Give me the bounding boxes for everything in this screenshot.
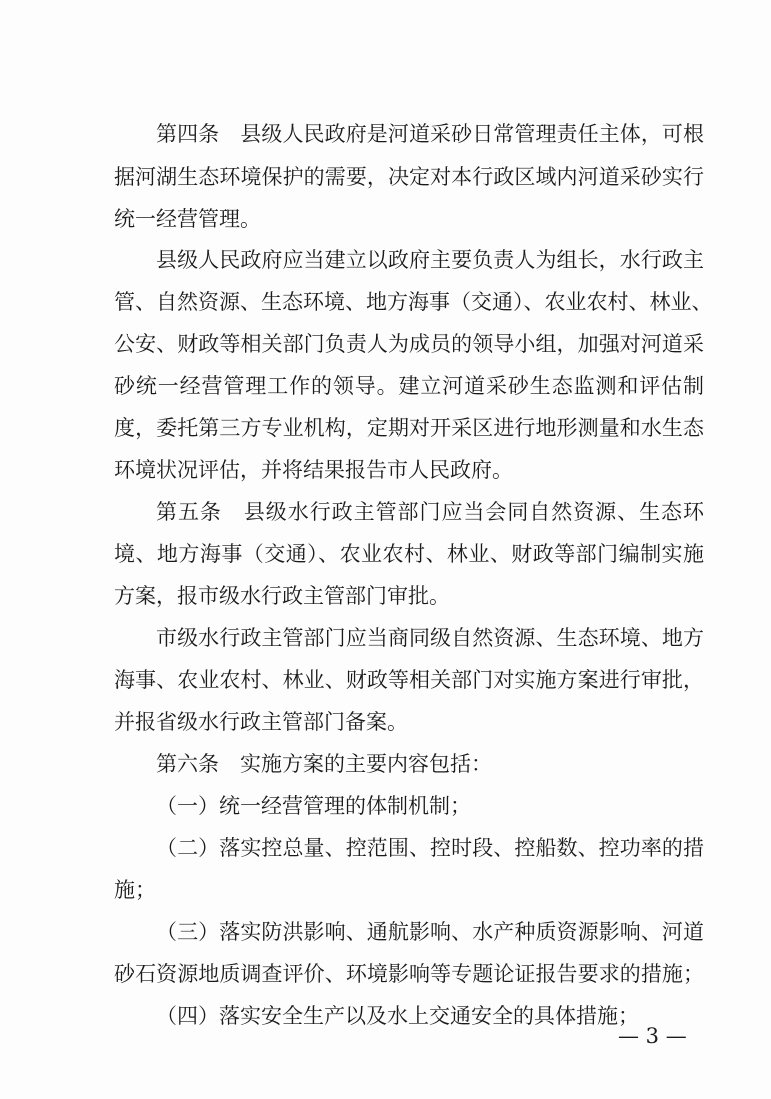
article-6-item-3-line-2: 砂石资源地质调查评价、环境影响等专题论证报告要求的措施； <box>114 962 704 986</box>
article-5-para-2-line-1: 市级水行政主管部门应当商同级自然资源、生态环境、地方 <box>156 626 704 650</box>
article-5-para-2-line-3: 并报省级水行政主管部门备案。 <box>114 710 408 734</box>
article-5-line-3: 方案，报市级水行政主管部门审批。 <box>114 584 450 608</box>
article-4-para-2-line-3: 公安、财政等相关部门负责人为成员的领导小组，加强对河道采 <box>114 332 704 356</box>
article-6-item-4: （四）落实安全生产以及水上交通安全的具体措施； <box>156 1004 639 1028</box>
article-4-para-2-line-1: 县级人民政府应当建立以政府主要负责人为组长，水行政主 <box>156 248 704 272</box>
article-4-para-2-line-4: 砂统一经营管理工作的领导。建立河道采砂生态监测和评估制 <box>114 374 704 398</box>
article-6-item-2-line-2: 施； <box>114 878 156 902</box>
article-4-line-2: 据河湖生态环境保护的需要，决定对本行政区域内河道采砂实行 <box>114 165 704 189</box>
article-5-line-2: 境、地方海事（交通）、农业农村、林业、财政等部门编制实施 <box>114 542 704 566</box>
article-4-line-1: 第四条 县级人民政府是河道采砂日常管理责任主体，可根 <box>156 122 704 146</box>
article-5-para-2-line-2: 海事、农业农村、林业、财政等相关部门对实施方案进行审批， <box>114 668 704 692</box>
article-4-para-2-line-2: 管、自然资源、生态环境、地方海事（交通）、农业农村、林业、 <box>114 290 713 314</box>
article-6-item-2-line-1: （二）落实控总量、控范围、控时段、控船数、控功率的措 <box>156 836 704 860</box>
article-6-item-3-line-1: （三）落实防洪影响、通航影响、水产种质资源影响、河道 <box>156 920 704 944</box>
article-4-line-3: 统一经营管理。 <box>114 207 261 231</box>
article-6-item-1: （一）统一经营管理的体制机制； <box>156 794 471 818</box>
article-4-para-2-line-6: 环境状况评估，并将结果报告市人民政府。 <box>114 458 513 482</box>
page-number: — 3 — <box>618 1024 687 1048</box>
article-4-para-2-line-5: 度，委托第三方专业机构，定期对开采区进行地形测量和水生态 <box>114 416 704 440</box>
article-5-line-1: 第五条 县级水行政主管部门应当会同自然资源、生态环 <box>156 500 704 524</box>
article-6-heading: 第六条 实施方案的主要内容包括： <box>156 752 492 776</box>
